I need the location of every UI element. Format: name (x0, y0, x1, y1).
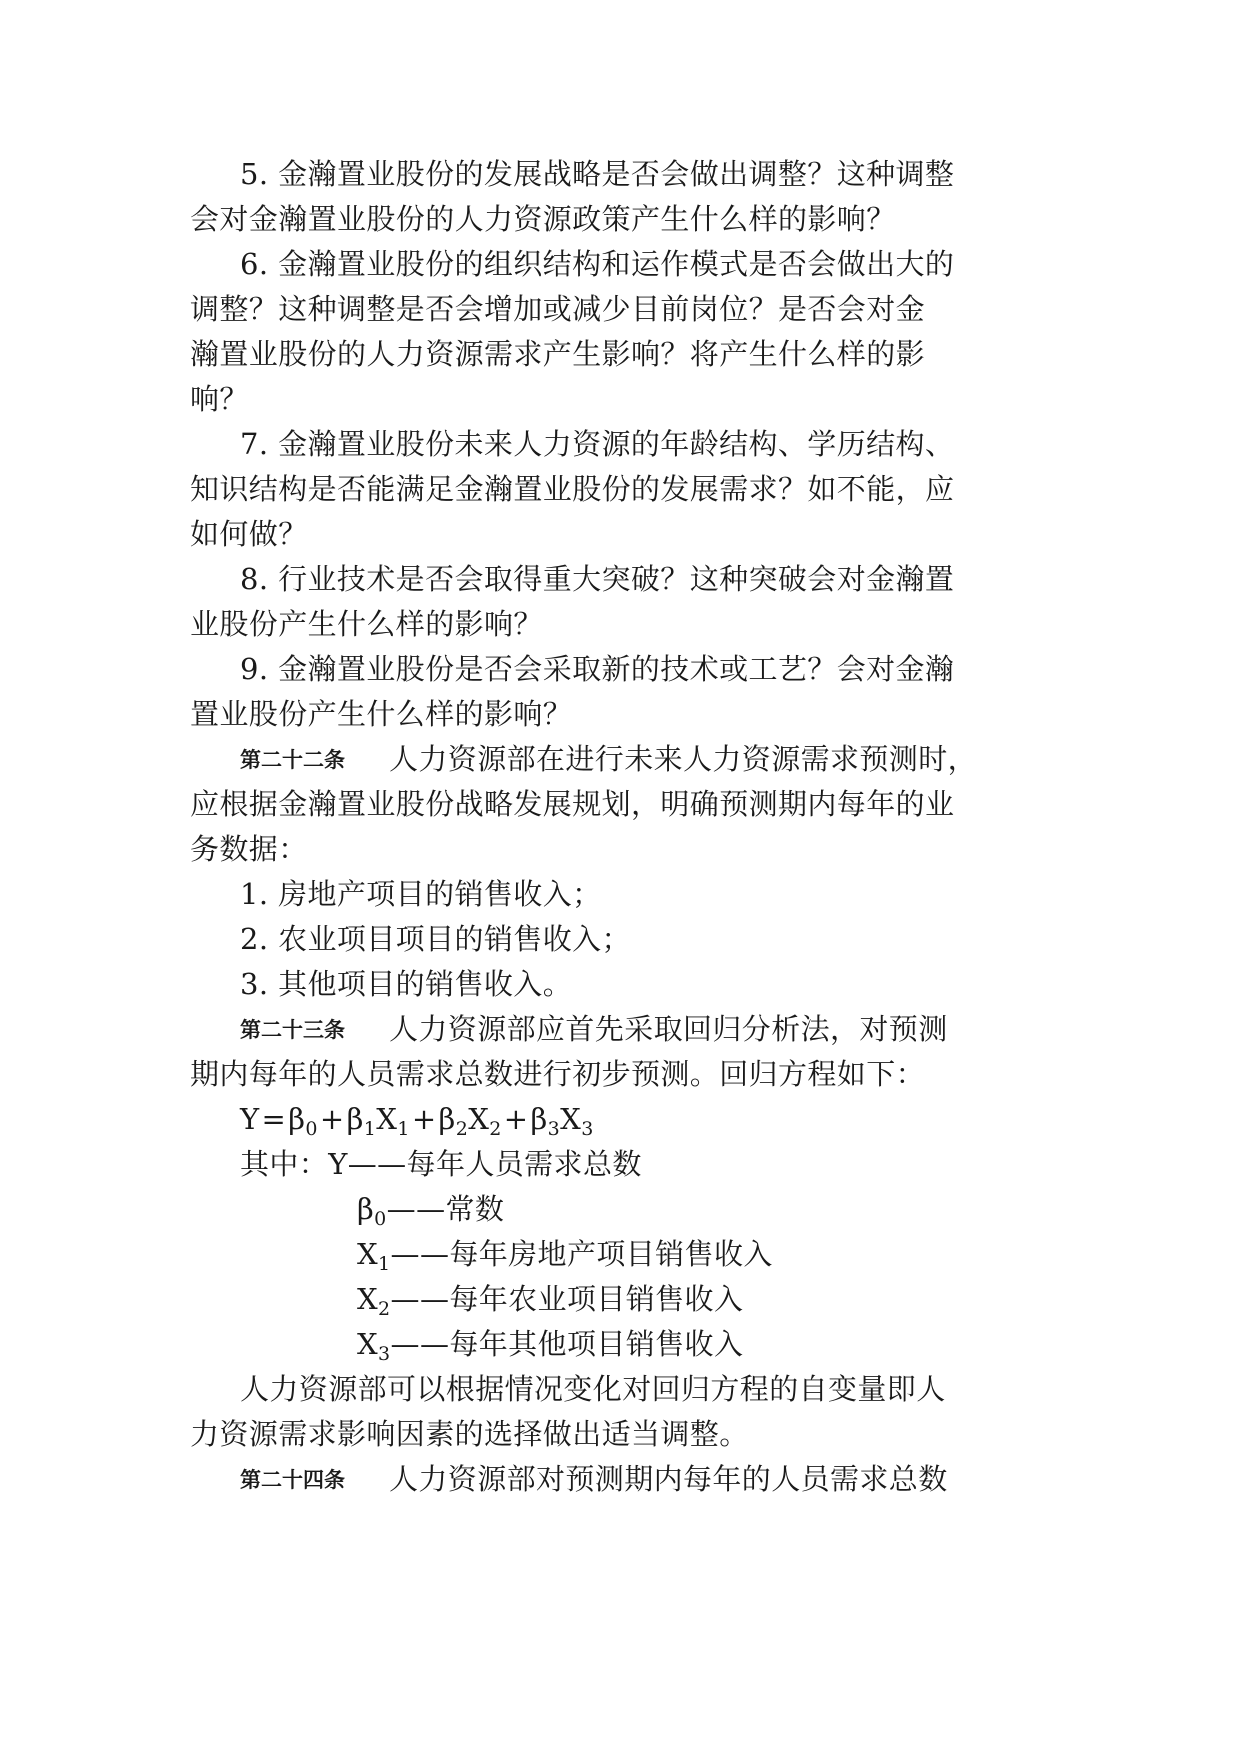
eq-sub-x3: 3 (581, 1118, 594, 1140)
variable-x1 (357, 1234, 773, 1274)
item-7-line-3: 如何做？ (190, 517, 308, 551)
var-beta-desc: ——常数 (386, 1192, 505, 1226)
eq-plus-3: + (503, 1102, 529, 1136)
article-22-label: 第二十二条 (240, 748, 345, 772)
regression-equation (240, 1099, 594, 1139)
item-8-line-1: 8. 行业技术是否会取得重大突破？这种突破会对金瀚置 (240, 562, 955, 596)
variable-definitions-intro: 其中：Y——每年人员需求总数 (240, 1147, 642, 1181)
article-22-line-1 (240, 739, 977, 780)
eq-sub-b1: 1 (363, 1118, 377, 1140)
eq-sub-0: 0 (305, 1118, 318, 1140)
var-x2-sub: 2 (378, 1298, 391, 1320)
eq-sub-x2: 2 (489, 1118, 502, 1140)
var-beta-sub: 0 (374, 1208, 387, 1230)
item-6-line-4: 响？ (190, 382, 249, 416)
var-x1-symbol: X (357, 1237, 379, 1271)
article-24-text: 人力资源部对预测期内每年的人员需求总数 (389, 1462, 948, 1496)
article-23-label: 第二十三条 (240, 1018, 345, 1042)
adjustment-line-2: 力资源需求影响因素的选择做出适当调整。 (190, 1417, 749, 1451)
eq-x-2: X (468, 1102, 490, 1136)
eq-plus-1: + (319, 1102, 345, 1136)
eq-beta-3: β (530, 1102, 548, 1136)
variable-x3 (357, 1324, 743, 1364)
eq-equals: = (261, 1102, 287, 1136)
item-7-line-1: 7. 金瀚置业股份未来人力资源的年龄结构、学历结构、 (240, 427, 955, 461)
article-23-line-1 (240, 1009, 948, 1050)
item-5-line-2: 会对金瀚置业股份的人力资源政策产生什么样的影响？ (190, 202, 896, 236)
article-22-text: 人力资源部在进行未来人力资源需求预测时， (389, 742, 978, 776)
item-8-line-2: 业股份产生什么样的影响？ (190, 607, 543, 641)
var-x3-desc: ——每年其他项目销售收入 (390, 1327, 744, 1361)
eq-sub-b3: 3 (547, 1118, 561, 1140)
var-x1-sub: 1 (378, 1253, 391, 1275)
var-x3-sub: 3 (378, 1343, 391, 1365)
article-23-text: 人力资源部应首先采取回归分析法，对预测 (389, 1012, 948, 1046)
var-x3-symbol: X (357, 1327, 379, 1361)
article-23-line-2: 期内每年的人员需求总数进行初步预测。回归方程如下： (190, 1057, 926, 1091)
eq-x-1: X (376, 1102, 398, 1136)
article-22-line-3: 务数据： (190, 832, 308, 866)
eq-beta-0: β (288, 1102, 306, 1136)
list-item-3: 3. 其他项目的销售收入。 (240, 967, 573, 1001)
var-x1-desc: ——每年房地产项目销售收入 (390, 1237, 773, 1271)
eq-beta-2: β (438, 1102, 456, 1136)
item-9-line-1: 9. 金瀚置业股份是否会采取新的技术或工艺？会对金瀚 (240, 652, 955, 686)
article-24-line-1 (240, 1459, 948, 1500)
list-item-2: 2. 农业项目项目的销售收入； (240, 922, 631, 956)
article-22-line-2: 应根据金瀚置业股份战略发展规划，明确预测期内每年的业 (190, 787, 955, 821)
item-6-line-3: 瀚置业股份的人力资源需求产生影响？将产生什么样的影 (190, 337, 926, 371)
var-beta-symbol: β (357, 1192, 375, 1226)
item-9-line-2: 置业股份产生什么样的影响？ (190, 697, 573, 731)
variable-beta-0 (357, 1189, 504, 1229)
var-x2-desc: ——每年农业项目销售收入 (390, 1282, 744, 1316)
eq-plus-2: + (411, 1102, 437, 1136)
eq-sub-b2: 2 (455, 1118, 469, 1140)
item-5-line-1: 5. 金瀚置业股份的发展战略是否会做出调整？这种调整 (240, 157, 955, 191)
eq-beta-1: β (346, 1102, 364, 1136)
item-6-line-1: 6. 金瀚置业股份的组织结构和运作模式是否会做出大的 (240, 247, 955, 281)
eq-sub-x1: 1 (397, 1118, 410, 1140)
item-7-line-2: 知识结构是否能满足金瀚置业股份的发展需求？如不能，应 (190, 472, 955, 506)
list-item-1: 1. 房地产项目的销售收入； (240, 877, 602, 911)
article-24-label: 第二十四条 (240, 1468, 345, 1492)
variable-x2 (357, 1279, 743, 1319)
var-x2-symbol: X (357, 1282, 379, 1316)
eq-x-3: X (560, 1102, 582, 1136)
item-6-line-2: 调整？这种调整是否会增加或减少目前岗位？是否会对金 (190, 292, 926, 326)
adjustment-line-1: 人力资源部可以根据情况变化对回归方程的自变量即人 (240, 1372, 946, 1406)
eq-y: Y (240, 1102, 260, 1136)
